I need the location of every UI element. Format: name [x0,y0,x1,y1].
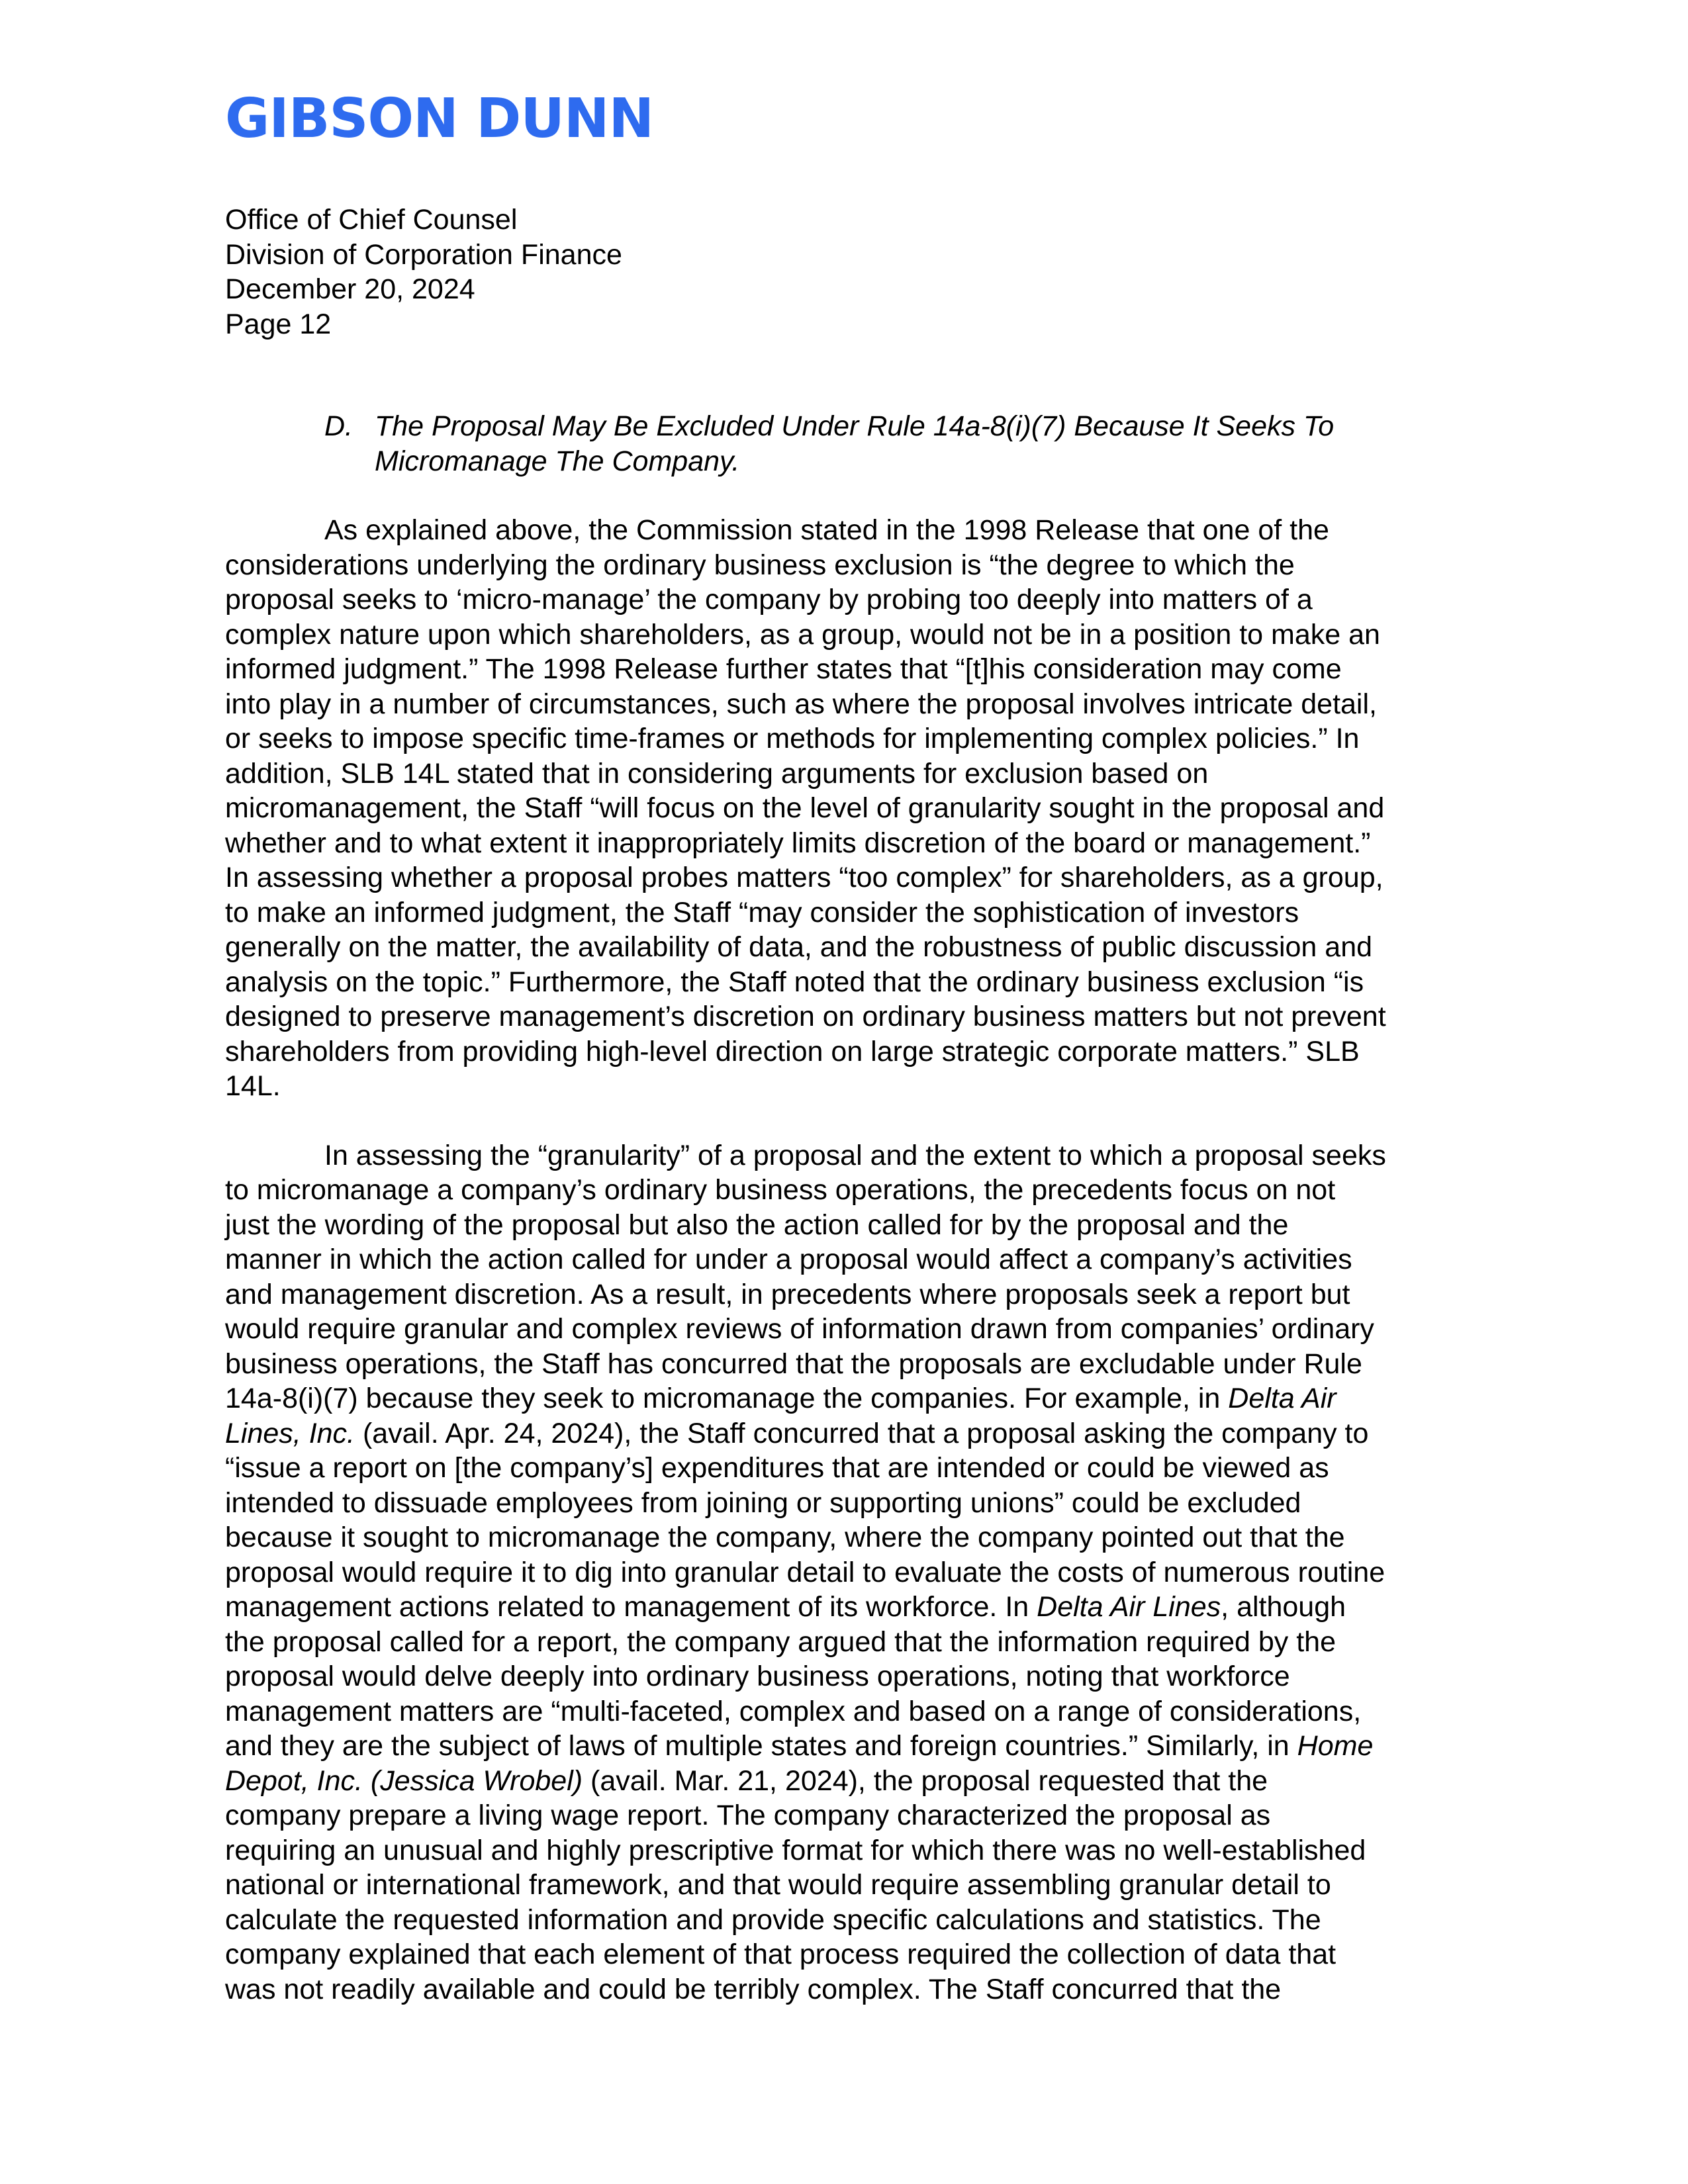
paragraph-line [225,1729,1470,1764]
document-page [225,86,1470,2007]
paragraph-line [225,1764,1470,1799]
paragraph-granularity-precedents [225,1138,1470,2007]
paragraph-line: was not readily available and could be terribly complex. The Staff concurred that the [225,1973,1282,2005]
paragraph-line: just the wording of the proposal but also the action called for by the proposal and the [225,1208,1289,1241]
case-name: Delta Air Lines [1037,1591,1221,1623]
line-text: (avail. Apr. 24, 2024), the Staff concurred that a proposal asking the company to [355,1417,1369,1449]
paragraph-line: or seeks to impose specific time-frames or methods for implementing complex policies.” In [225,723,1360,754]
paragraph-line: into play in a number of circumstances, such as where the proposal involves intricate detail, [225,688,1377,720]
paragraph-line: management matters are “multi-faceted, complex and based on a range of considerations, [225,1695,1362,1727]
line-text: and they are the subject of laws of multiple states and foreign countries.” Similarly, in [225,1730,1297,1762]
letter-header [225,203,1470,341]
paragraph-line: In assessing the “granularity” of a proposal and the extent to which a proposal seeks [324,1139,1386,1171]
paragraph-line: proposal would delve deeply into ordinary business operations, noting that workforce [225,1661,1290,1692]
paragraph-line: national or international framework, and that would require assembling granular detail to [225,1869,1331,1901]
case-name: Delta Air [1228,1383,1336,1414]
paragraph-line: would require granular and complex reviews of information drawn from companies’ ordinary [225,1313,1374,1345]
paragraph-line: business operations, the Staff has concurred that the proposals are excludable under Rule [225,1347,1362,1380]
header-page-number: Page 12 [225,308,332,340]
paragraph-line: intended to dissuade employees from joining or supporting unions” could be excluded [225,1486,1301,1519]
paragraph-line [225,1381,1470,1416]
header-recipient: Office of Chief Counsel [225,204,518,236]
section-heading-line: The Proposal May Be Excluded Under Rule 14a-8(i)(7) Because It Seeks To [375,410,1335,442]
paragraph-line: analysis on the topic.” Furthermore, the Staff noted that the ordinary business exclusion “is [225,966,1364,998]
paragraph-line [225,1416,1470,1451]
paragraph-line: company prepare a living wage report. The company characterized the proposal as [225,1799,1271,1831]
paragraph-line: As explained above, the Commission stated in the 1998 Release that one of the [324,514,1329,546]
paragraph-line: 14L. [225,1070,281,1102]
paragraph-line: whether and to what extent it inappropriately limits discretion of the board or management.” [225,827,1371,859]
header-date: December 20, 2024 [225,273,475,305]
section-heading [225,409,1470,478]
paragraph-line: addition, SLB 14L stated that in considering arguments for exclusion based on [225,757,1209,790]
paragraph-line: generally on the matter, the availability of data, and the robustness of public discussion and [225,931,1373,963]
paragraph-line: because it sought to micromanage the company, where the company pointed out that the [225,1522,1345,1553]
paragraph-line: company explained that each element of that process required the collection of data that [225,1938,1336,1970]
paragraph-line: to make an informed judgment, the Staff “may consider the sophistication of investors [225,896,1299,929]
paragraph-line: manner in which the action called for under a proposal would affect a company’s activities [225,1244,1352,1275]
paragraph-line: shareholders from providing high-level direction on large strategic corporate matters.” SLB [225,1035,1360,1068]
case-name: Depot, Inc. (Jessica Wrobel) [225,1764,583,1797]
paragraph-line: and management discretion. As a result, in precedents where proposals seek a report but [225,1278,1350,1310]
paragraph-line: designed to preserve management’s discretion on ordinary business matters but not prevent [225,1001,1386,1032]
paragraph-line: proposal seeks to ‘micro-manage’ the company by probing too deeply into matters of a [225,584,1313,615]
paragraph-line: requiring an unusual and highly prescriptive format for which there was no well-established [225,1834,1366,1866]
case-name: Lines, Inc. [225,1417,355,1449]
paragraph-line: “issue a report on [the company’s] expenditures that are intended or could be viewed as [225,1452,1329,1484]
paragraph-line: considerations underlying the ordinary business exclusion is “the degree to which the [225,549,1295,581]
paragraph-line [225,1590,1470,1625]
line-text: management actions related to management of its workforce. In [225,1591,1037,1623]
firm-logo: GIBSON DUNN [225,87,654,150]
paragraph-line: complex nature upon which shareholders, as a group, would not be in a position to make an [225,618,1380,651]
line-text: 14a-8(i)(7) because they seek to micromanage the companies. For example, in [225,1383,1229,1414]
header-division: Division of Corporation Finance [225,238,622,271]
paragraph-line: proposal would require it to dig into granular detail to evaluate the costs of numerous routine [225,1556,1385,1588]
paragraph-line: In assessing whether a proposal probes matters “too complex” for shareholders, as a group, [225,862,1383,893]
case-name: Home [1297,1730,1374,1762]
paragraph-line: the proposal called for a report, the company argued that the information required by the [225,1625,1336,1658]
line-text: (avail. Mar. 21, 2024), the proposal requested that the [583,1764,1268,1797]
section-heading-letter: D. [324,410,353,442]
section-heading-line: Micromanage The Company. [375,445,740,477]
paragraph-line: calculate the requested information and provide specific calculations and statistics. The [225,1903,1321,1936]
paragraph-micromanagement-standard [225,513,1470,1104]
line-text: , although [1221,1591,1346,1623]
paragraph-line: to micromanage a company’s ordinary business operations, the precedents focus on not [225,1174,1336,1206]
paragraph-line: informed judgment.” The 1998 Release further states that “[t]his consideration may come [225,653,1342,685]
paragraph-line: micromanagement, the Staff “will focus on the level of granularity sought in the proposal and [225,792,1385,824]
